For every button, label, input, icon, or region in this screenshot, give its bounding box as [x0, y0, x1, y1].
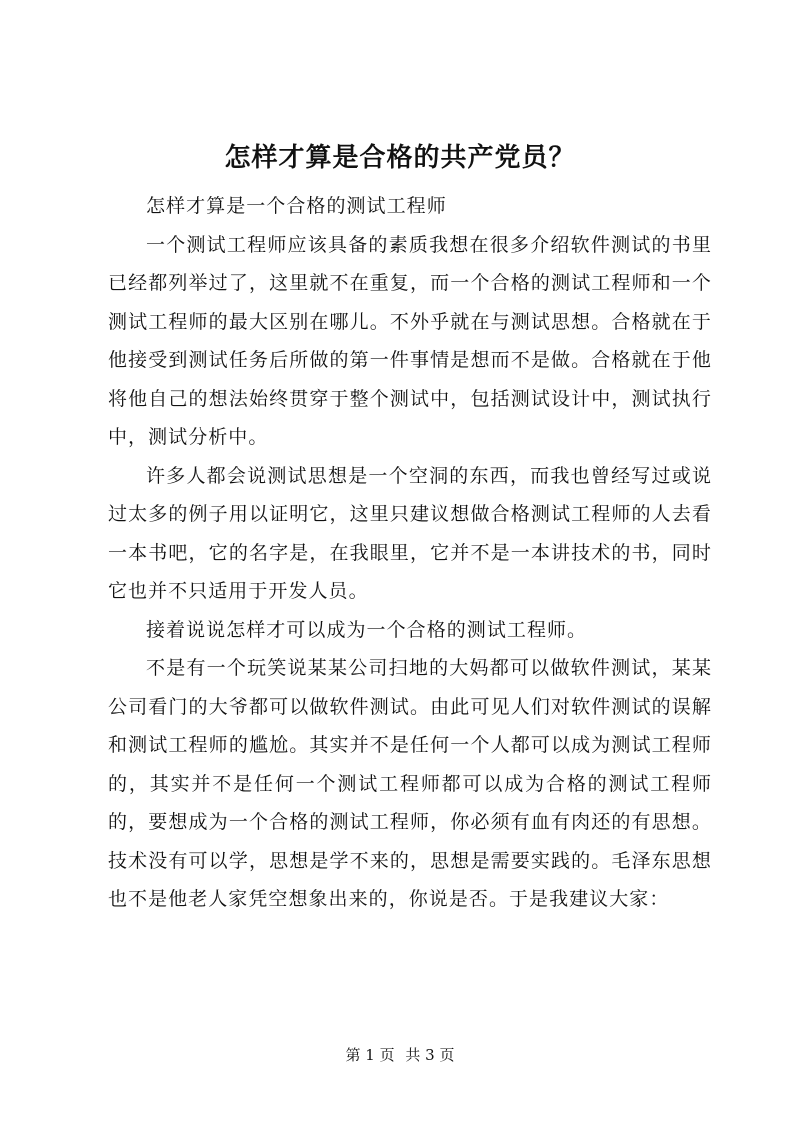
page-title: 怎样才算是合格的共产党员？ — [224, 143, 576, 173]
document-body — [108, 187, 712, 919]
page-number: 第 1 页 — [345, 1046, 395, 1064]
paragraph-5: 不是有一个玩笑说某某公司扫地的大妈都可以做软件测试，某某公司看门的大爷都可以做软件测试。由此可见人们对软件测试的误解和测试工程师的尴尬。其实并不是任何一个人都可以成为测试工程师的，其实并不是任何一个测试工程师都可以成为合格的测试工程师的，要想成为一个合格的测试工程师，你必须有血有肉还的有思想。技术没有可以学，思想是学不来的，思想是需要实践的。毛泽东思想也不是他老人家凭空想象出来的，你说是否。于是我建议大家： — [108, 657, 712, 910]
paragraph-1: 怎样才算是一个合格的测试工程师 — [146, 195, 447, 217]
paragraph-3: 许多人都会说测试思想是一个空洞的东西，而我也曾经写过或说过太多的例子用以证明它，这里只建议想做合格测试工程师的人去看一本书吧，它的名字是，在我眼里，它并不是一本讲技术的书，同时它也并不只适用于开发人员。 — [108, 464, 712, 602]
page-footer — [0, 1045, 800, 1065]
paragraph-4: 接着说说怎样才可以成为一个合格的测试工程师。 — [146, 618, 588, 641]
paragraph-2: 一个测试工程师应该具备的素质我想在很多介绍软件测试的书里已经都列举过了，这里就不在重复，而一个合格的测试工程师和一个测试工程师的最大区别在哪儿。不外乎就在与测试思想。合格就在于他接受到测试任务后所做的第一件事情是想而不是做。合格就在于他将他自己的想法始终贯穿于整个测试中，包括测试设计中，测试执行中，测试分析中。 — [108, 233, 712, 448]
page-total: 共 3 页 — [405, 1046, 455, 1064]
